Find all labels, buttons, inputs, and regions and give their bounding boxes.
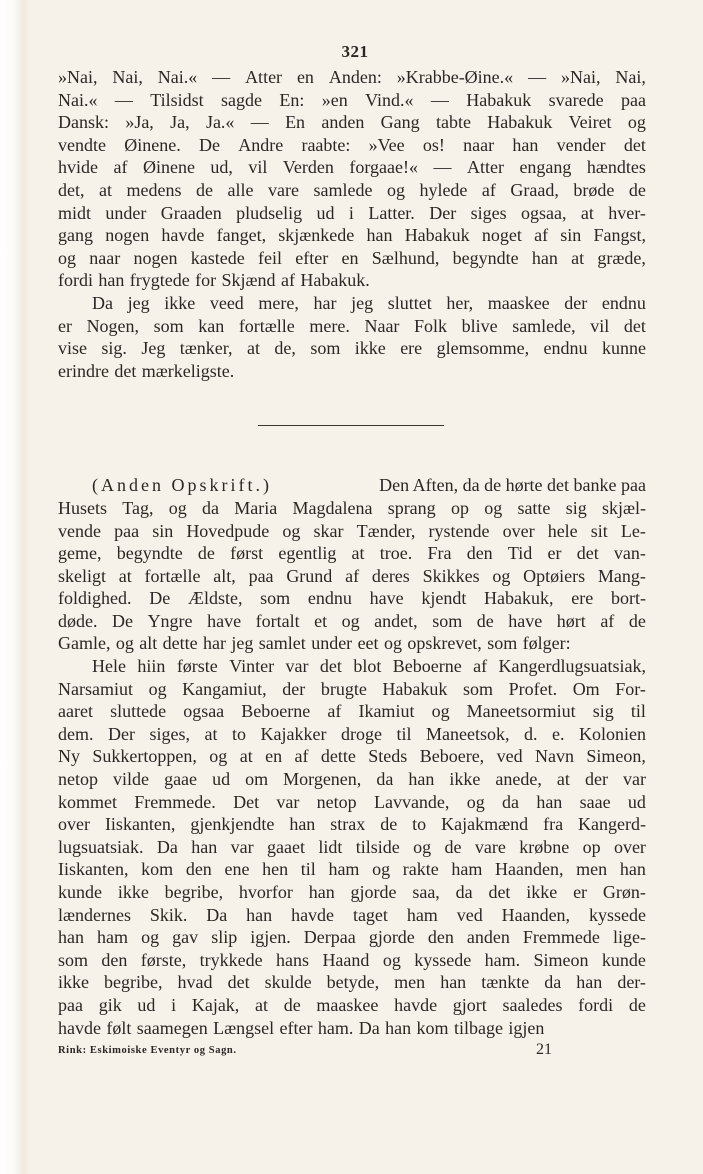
text-line: Nai.« — Tilsidst sagde En: »en Vind.« — Habakuk svarede paa: [58, 89, 646, 110]
text-line: og naar nogen kastede feil efter en Sælhund, begyndte han at græde,: [58, 247, 646, 268]
text-line: havde følt saamegen Længsel efter ham. Da han kom tilbage igjen: [58, 1017, 545, 1038]
text-line: skeligt at fortælle alt, paa Grund af deres Skikkes og Optøiers Mang-: [58, 565, 646, 586]
text-line: erindre det mærkeligste.: [58, 360, 235, 381]
text-line: netop vilde gaae ud om Morgenen, da han ikke anede, at der var: [58, 769, 646, 790]
text-line: han ham og gav slip igjen. Derpaa gjorde den anden Fremmede lige-: [58, 927, 646, 948]
section-divider-area: [58, 382, 646, 474]
text-line: Iiskanten, kom den ene hen til ham og rakte ham Haanden, men han: [58, 859, 646, 880]
text-line: geme, begyndte de først egentlig at troe. Fra den Tid er det van-: [58, 543, 646, 564]
text-line: dem. Der siges, at to Kajakker droge til Maneetsok, d. e. Kolonien: [58, 723, 646, 744]
text-line: vendte Øinene. De Andre raabte: »Vee os! naar han vender det: [58, 134, 646, 155]
page-footer: [58, 1041, 646, 1065]
text-line: er Nogen, som kan fortælle mere. Naar Folk blive samlede, vil det: [58, 315, 646, 336]
text-line: døde. De Yngre have fortalt et og andet, som de have hørt af de: [58, 610, 646, 631]
text-line: kunde ikke begribe, hvorfor han gjorde saa, da det ikke er Grøn-: [58, 882, 646, 902]
text-line: lugsuatsiak. Da han var gaaet lidt tilside og de vare krøbne op over: [58, 836, 646, 857]
text-line: hvide af Øinene ud, vil Verden forgaae!« — Atter engang hændtes: [58, 157, 646, 178]
paragraph-anden-opskrift: [58, 474, 646, 655]
page-number: 321: [341, 42, 369, 61]
footer-signature: Rink: Eskimoiske Eventyr og Sagn.: [58, 1045, 237, 1057]
section-divider-rule: [258, 425, 444, 426]
text-line: det, at medens de alle vare samlede og hylede af Graad, brøde de: [58, 179, 646, 200]
text-line: gang nogen havde fanget, skjænkede han Habakuk noget af sin Fangst,: [58, 225, 646, 246]
text-line: ikke begribe, hvad det skulde betyde, men han tænkte da han der-: [58, 972, 646, 993]
book-page: [58, 38, 646, 1065]
text-line: over Iiskanten, gjenkjendte han strax de to Kajakmænd fra Kangerd-: [58, 814, 646, 835]
section-heading: (Anden Opskrift.): [92, 475, 272, 496]
text-line: som den første, trykkede hans Haand og kyssede ham. Simeon kunde: [58, 949, 646, 970]
text-line: Husets Tag, og da Maria Magdalena sprang op og satte sig skjæl-: [58, 497, 646, 518]
text-line: Ny Sukkertoppen, og at en af dette Steds Beboere, ved Navn Simeon,: [58, 746, 646, 767]
text-line: vise sig. Jeg tænker, at de, som ikke ere glemsomme, endnu kunne: [58, 338, 646, 359]
footer-sheet-number: 21: [536, 1041, 552, 1059]
text-line: kommet Fremmede. Det var netop Lavvande, og da han saae ud: [58, 791, 646, 812]
text-line: Gamle, og alt dette har jeg samlet under eet og opskrevet, som følger:: [58, 633, 571, 654]
text-line: lændernes Skik. Da han havde taget ham ved Haanden, kyssede: [58, 904, 646, 925]
text-line: Narsamiut og Kangamiut, der brugte Habakuk som Profet. Om For-: [58, 678, 646, 699]
page-gutter-shadow: [0, 0, 30, 1174]
paragraph-first-winter: [58, 655, 646, 1039]
text-line: foldighed. De Ældste, som endnu have kjendt Habakuk, ere bort-: [58, 588, 646, 609]
text-line: vende paa sin Hovedpude og skar Tænder, rystende over hele sit Le-: [58, 520, 646, 541]
paragraph-habakuk-verses: [58, 66, 646, 292]
text-line: [58, 474, 646, 497]
text-line: »Nai, Nai, Nai.« — Atter en Anden: »Krabbe-Øine.« — »Nai, Nai,: [58, 67, 646, 87]
text-line: paa gik ud i Kajak, at de maaskee havde gjort saaledes fordi de: [58, 994, 646, 1015]
paragraph-closing-remark: [58, 292, 646, 382]
text-line: Hele hiin første Vinter var det blot Beboerne af Kangerdlugsuatsiak,: [92, 656, 646, 677]
text-line: fordi han frygtede for Skjænd af Habakuk.: [58, 270, 370, 291]
text-line: Dansk: »Ja, Ja, Ja.« — En anden Gang tabte Habakuk Veiret og: [58, 112, 646, 133]
text-line: Da jeg ikke veed mere, har jeg sluttet her, maaskee der endnu: [92, 292, 646, 313]
text-line: midt under Graaden pludselig ud i Latter. Der siges ogsaa, at hver-: [58, 202, 646, 223]
text-line-rest: Den Aften, da de hørte det banke paa: [379, 475, 646, 496]
text-line: aaret sluttede ogsaa Beboerne af Ikamiut og Maneetsormiut sig til: [58, 701, 646, 722]
